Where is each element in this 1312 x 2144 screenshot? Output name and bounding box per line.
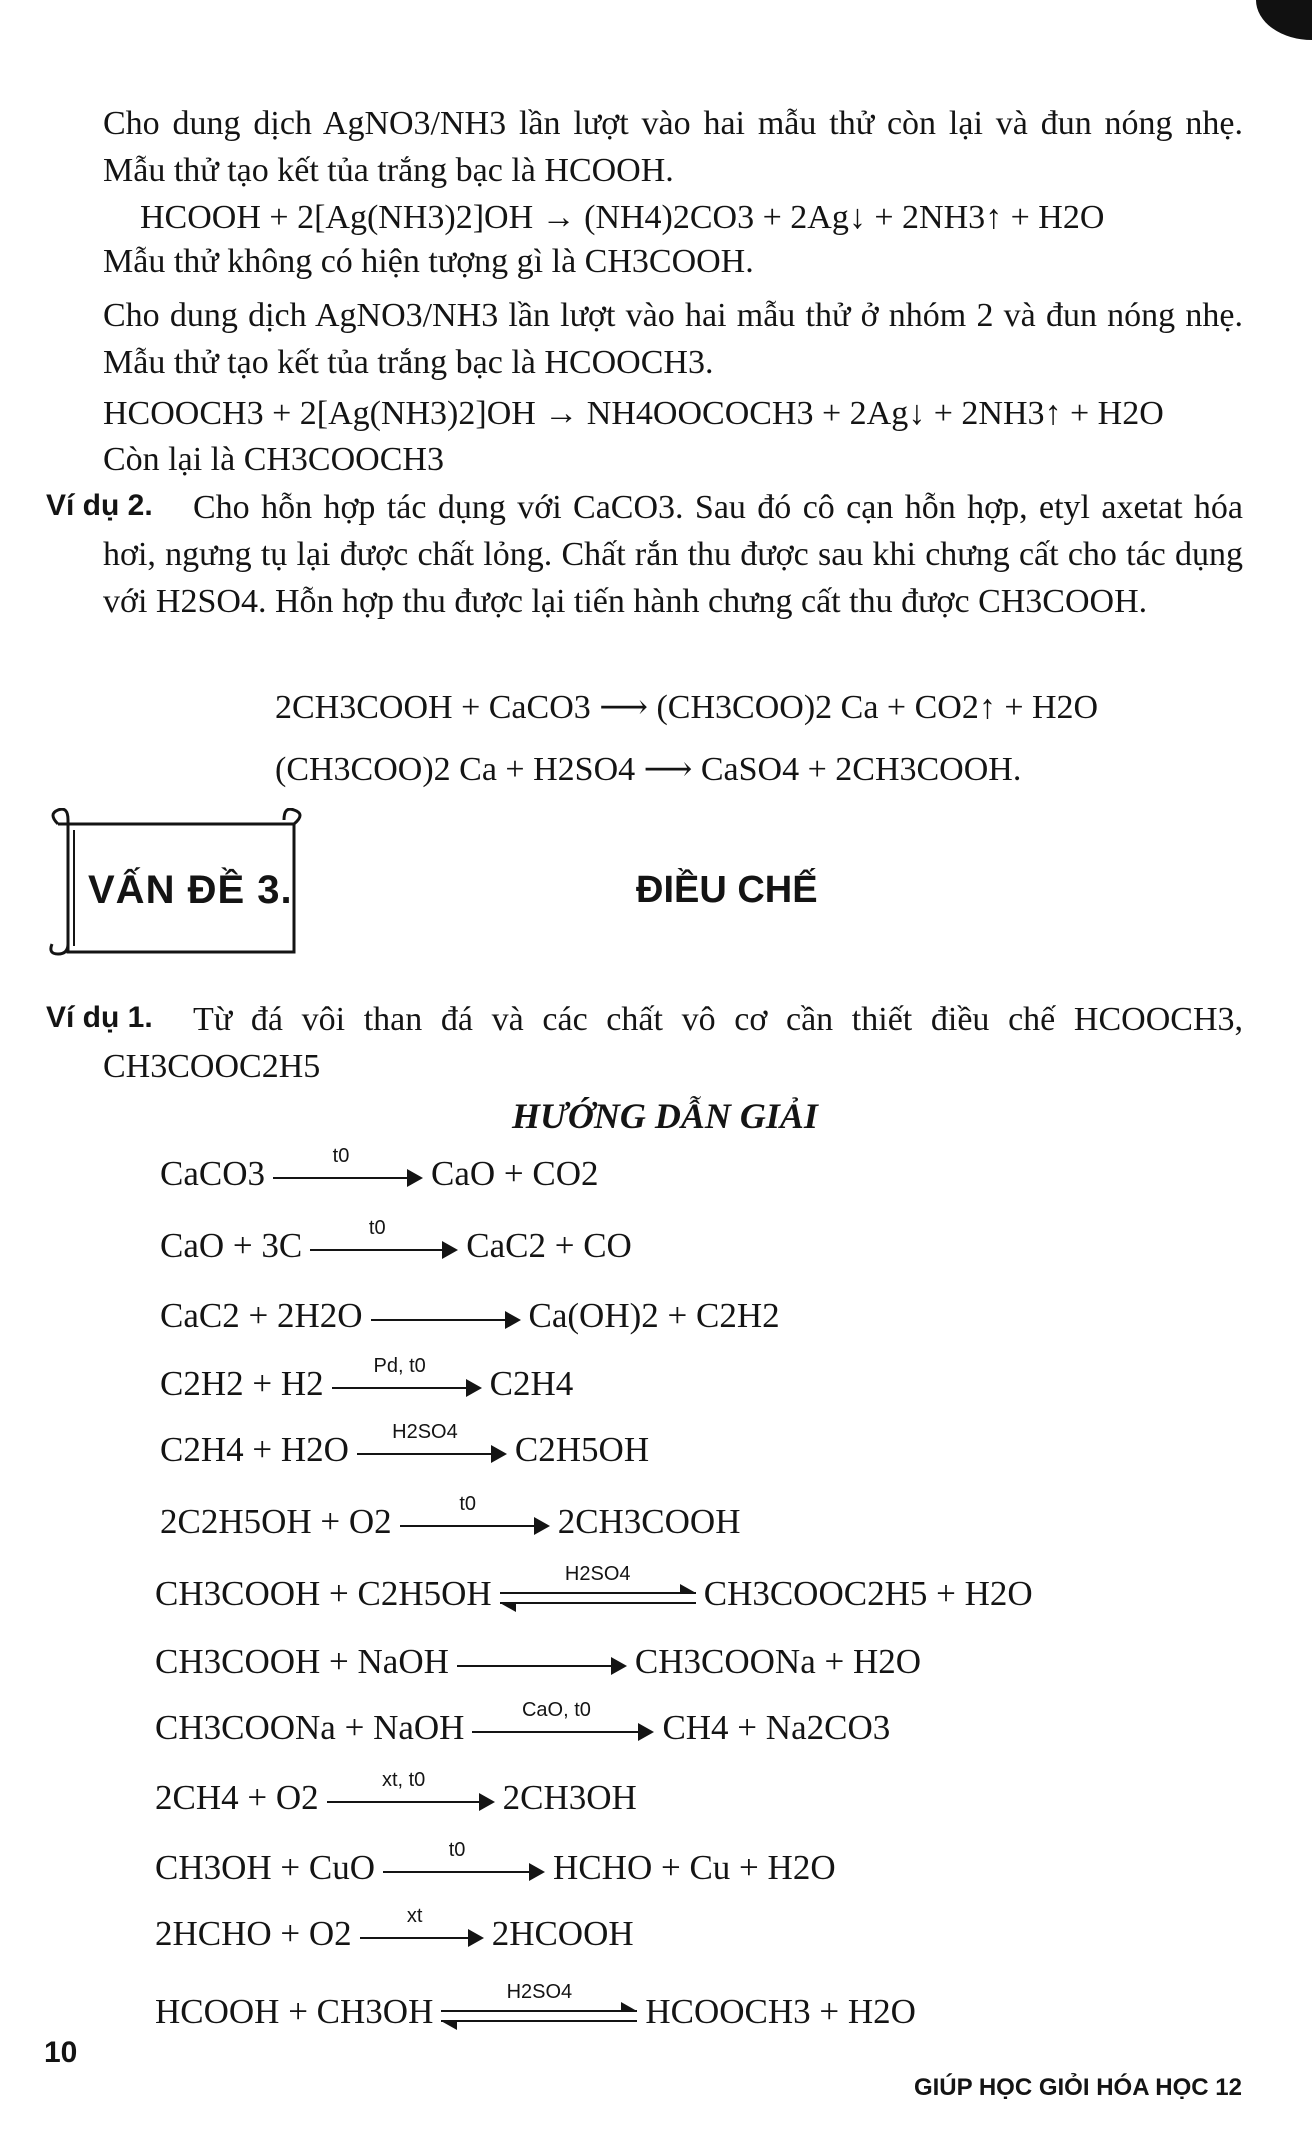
reaction-line <box>160 1294 780 1341</box>
reactants: C2H2 + H2 <box>160 1364 324 1403</box>
products: 2HCOOH <box>491 1914 634 1953</box>
reactants: 2CH4 + O2 <box>155 1778 319 1817</box>
reactants: CH3COOH + NaOH <box>155 1642 449 1681</box>
products: HCOOCH3 + H2O <box>645 1992 916 2031</box>
reaction-line <box>155 1640 921 1687</box>
reactants: CaCO3 <box>160 1154 265 1193</box>
equation: (CH3COO)2 Ca + H2SO4 ⟶ CaSO4 + 2CH3COOH. <box>275 751 1022 788</box>
reaction-line <box>160 1216 632 1271</box>
reactants: CaO + 3C <box>160 1226 303 1265</box>
equation: HCOOH + 2[Ag(NH3)2]OH → (NH4)2CO3 + 2Ag↓ + 2NH3↑ + H2O <box>140 199 1105 236</box>
reaction-condition: xt <box>406 1904 423 1927</box>
paragraph: Còn lại là CH3COOCH3 <box>103 441 444 478</box>
example-label: Ví dụ 2. <box>46 489 153 522</box>
reaction-line <box>160 1420 650 1475</box>
reaction-arrow-icon <box>273 1144 423 1199</box>
reaction-condition: CaO, t0 <box>521 1698 591 1721</box>
reaction-line <box>155 1698 891 1753</box>
reaction-arrow-icon <box>400 1492 550 1547</box>
reaction-condition: H2SO4 <box>392 1420 458 1443</box>
reaction-condition: xt, t0 <box>381 1768 426 1791</box>
equilibrium-arrow-icon <box>441 1980 637 2037</box>
equilibrium-arrow-icon <box>500 1562 696 1619</box>
reaction-line <box>160 1492 741 1547</box>
page-corner-shadow <box>1256 0 1312 40</box>
products: CH3COONa + H2O <box>634 1642 922 1681</box>
reactants: C2H4 + H2O <box>160 1430 349 1469</box>
reaction-arrow-icon <box>357 1420 507 1475</box>
products: 2CH3COOH <box>557 1502 741 1541</box>
reaction-arrow-icon <box>310 1216 458 1271</box>
products: 2CH3OH <box>502 1778 637 1817</box>
reaction-line <box>155 1980 916 2037</box>
section-title: ĐIỀU CHẾ <box>636 869 818 911</box>
products: CH4 + Na2CO3 <box>662 1708 891 1747</box>
products: CaC2 + CO <box>466 1226 632 1265</box>
reaction-arrow-icon <box>360 1904 484 1959</box>
products: C2H5OH <box>514 1430 650 1469</box>
products: C2H4 <box>489 1364 574 1403</box>
products: CH3COOC2H5 + H2O <box>703 1574 1033 1613</box>
reaction-arrow-icon <box>383 1838 545 1893</box>
products: Ca(OH)2 + C2H2 <box>528 1296 780 1335</box>
paragraph: Từ đá vôi than đá và các chất vô cơ cần thiết điều chế HCOOCH3, CH3COOC2H5 <box>103 1001 1243 1085</box>
reaction-line <box>155 1838 836 1893</box>
page-footer: GIÚP HỌC GIỎI HÓA HỌC 12 <box>913 2074 1242 2101</box>
reaction-line <box>160 1144 599 1199</box>
products: CaO + CO2 <box>431 1154 599 1193</box>
reaction-condition: t0 <box>368 1216 386 1239</box>
reaction-line <box>155 1768 637 1823</box>
paragraph: Cho dung dịch AgNO3/NH3 lần lượt vào hai mẫu thử còn lại và đun nóng nhẹ. Mẫu thử tạo kết tủa trắng bạc là HCOOH. <box>103 105 1243 189</box>
equation: 2CH3COOH + CaCO3 ⟶ (CH3COO)2 Ca + CO2↑ + H2O <box>275 689 1099 726</box>
reactants: 2HCHO + O2 <box>155 1914 352 1953</box>
reactants: 2C2H5OH + O2 <box>160 1502 392 1541</box>
reaction-line <box>155 1904 634 1959</box>
section-label: VẤN ĐỀ 3. <box>88 868 293 912</box>
reaction-condition: H2SO4 <box>506 1980 573 2003</box>
page-number: 10 <box>44 2036 78 2069</box>
reactants: CH3OH + CuO <box>155 1848 376 1887</box>
guide-heading: HƯỚNG DẪN GIẢI <box>512 1096 818 1136</box>
reaction-arrow-icon <box>472 1698 654 1753</box>
reaction-arrow-icon <box>332 1354 482 1409</box>
reaction-arrow-icon <box>457 1643 627 1687</box>
reaction-arrow-icon <box>371 1297 521 1341</box>
products: HCHO + Cu + H2O <box>553 1848 836 1887</box>
reactants: CaC2 + 2H2O <box>160 1296 363 1335</box>
reaction-condition: t0 <box>448 1838 466 1861</box>
reactants: HCOOH + CH3OH <box>155 1992 434 2031</box>
equation: HCOOCH3 + 2[Ag(NH3)2]OH → NH4OOCOCH3 + 2Ag↓ + 2NH3↑ + H2O <box>103 395 1164 432</box>
reaction-condition: t0 <box>459 1492 477 1515</box>
reaction-line <box>160 1354 574 1409</box>
reaction-condition: t0 <box>332 1144 350 1167</box>
paragraph: Cho hỗn hợp tác dụng với CaCO3. Sau đó cô cạn hỗn hợp, etyl axetat hóa hơi, ngưng tụ lại được chất lỏng. Chất rắn thu được sau khi chưng cất cho tác dụng với H2SO4. Hỗn hợp thu được lại tiến hành chưng cất thu được CH3COOH. <box>103 489 1243 620</box>
example-label: Ví dụ 1. <box>46 1001 153 1034</box>
reaction-line <box>155 1562 1033 1619</box>
reactants: CH3COONa + NaOH <box>155 1708 465 1747</box>
reaction-condition: H2SO4 <box>564 1562 631 1585</box>
reactants: CH3COOH + C2H5OH <box>155 1574 492 1613</box>
paragraph: Mẫu thử không có hiện tượng gì là CH3COOH. <box>103 243 754 280</box>
paragraph: Cho dung dịch AgNO3/NH3 lần lượt vào hai mẫu thử ở nhóm 2 và đun nóng nhẹ. Mẫu thử tạo kết tủa trắng bạc là HCOOCH3. <box>103 297 1243 381</box>
reaction-arrow-icon <box>327 1768 495 1823</box>
reaction-condition: Pd, t0 <box>373 1354 426 1377</box>
